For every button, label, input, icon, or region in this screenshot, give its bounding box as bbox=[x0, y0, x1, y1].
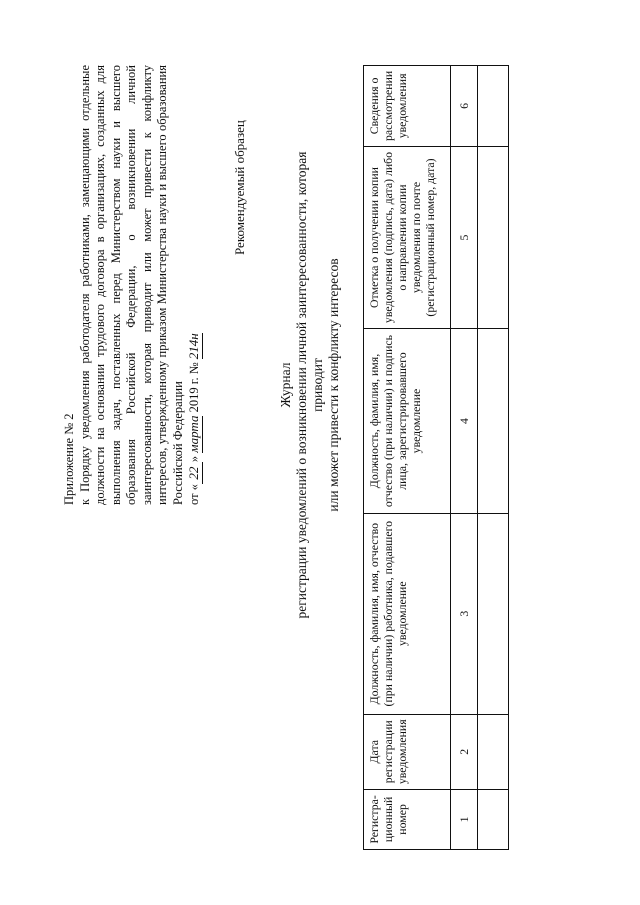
header-registration-number: Регистра-ционный номер bbox=[364, 789, 451, 849]
handwritten-month: марта bbox=[186, 415, 201, 453]
journal-title: Журнал bbox=[278, 362, 293, 408]
registration-table bbox=[363, 65, 509, 850]
table-number-row bbox=[451, 66, 478, 850]
appendix-title: Приложение № 2 bbox=[62, 413, 76, 505]
date-mid: » bbox=[187, 455, 201, 463]
handwritten-number: 214н bbox=[186, 333, 201, 360]
table-empty-row bbox=[478, 66, 509, 850]
header-employee: Должность, фамилия, имя, отчество (при наличии) работника, подавшего уведомление bbox=[364, 513, 451, 714]
appendix-date-line bbox=[186, 65, 203, 505]
column-number: 3 bbox=[451, 513, 478, 714]
table-cell bbox=[478, 146, 509, 328]
table-cell bbox=[478, 329, 509, 514]
table-cell bbox=[478, 714, 509, 789]
header-registrar: Должность, фамилия, имя, отчество (при наличии) и подпись лица, зарегистрировавшего уведомление bbox=[364, 329, 451, 514]
recommended-sample-label: Рекомендуемый образец bbox=[232, 120, 247, 255]
header-review-info: Сведения о рассмотрении уведомления bbox=[364, 66, 451, 147]
header-copy-receipt: Отметка о получении копии уведомления (подпись, дата) либо о направлении копии уведомления по почте (регистрационный номер, дата) bbox=[364, 146, 451, 328]
column-number: 4 bbox=[451, 329, 478, 514]
column-number: 2 bbox=[451, 714, 478, 789]
appendix-block bbox=[62, 65, 203, 505]
table-cell bbox=[478, 789, 509, 849]
journal-title-block bbox=[278, 145, 342, 625]
column-number: 1 bbox=[451, 789, 478, 849]
handwritten-day: 22 bbox=[186, 462, 203, 484]
appendix-body: к Порядку уведомления работодателя работниками, замещающими отдельные должности на основании трудового договора в организациях, созданных для выполнения задач, поставленных перед Министерством науки и высшего образования Российской Федерации, о возникновении личной заинтересованности, которая приводит или может привести к конфликту интересов, утвержденному приказом Министерства науки и высшего образования Российской Федерации bbox=[77, 65, 185, 505]
column-number: 5 bbox=[451, 146, 478, 328]
table-header-row bbox=[364, 66, 451, 850]
table-cell bbox=[478, 513, 509, 714]
journal-subtitle-line2: или может привести к конфликту интересов bbox=[326, 258, 341, 512]
table-cell bbox=[478, 66, 509, 147]
journal-subtitle-line1: регистрации уведомлений о возникновении личной заинтересованности, которая приводит bbox=[294, 151, 325, 619]
header-registration-date: Дата регистрации уведомления bbox=[364, 714, 451, 789]
date-prefix: от « bbox=[187, 484, 201, 505]
date-year: 2019 г. № bbox=[187, 362, 201, 413]
column-number: 6 bbox=[451, 66, 478, 147]
